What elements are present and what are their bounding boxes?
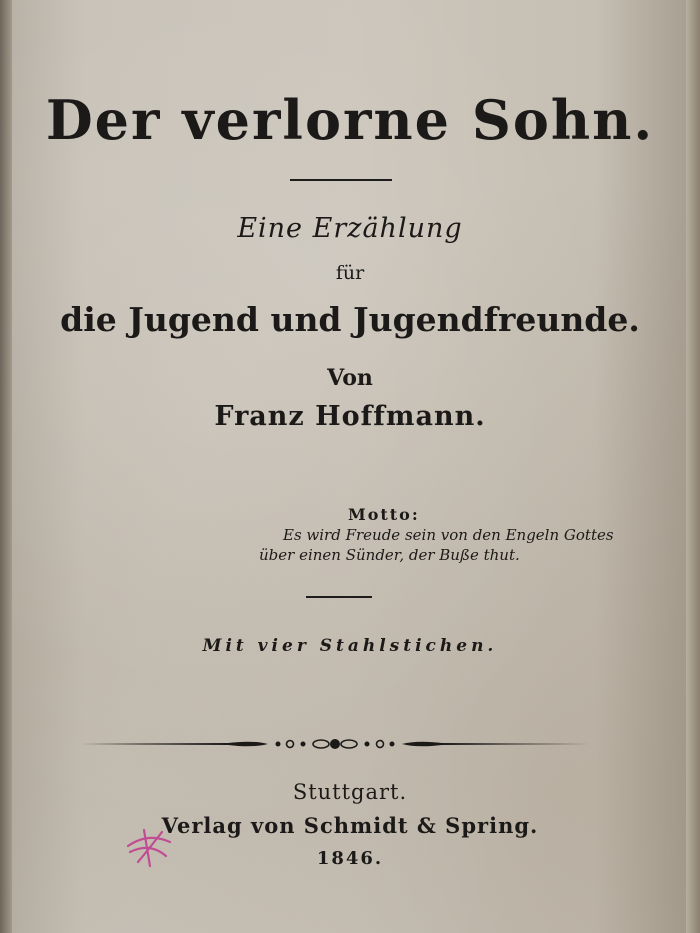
book-subtitle: Eine Erzählung bbox=[237, 213, 463, 244]
author-name: Franz Hoffmann. bbox=[214, 401, 486, 432]
divider-rule-middle bbox=[306, 596, 372, 598]
imprint-city: Stuttgart. bbox=[292, 780, 408, 804]
imprint-year: 1846. bbox=[316, 848, 384, 869]
by-label: Von bbox=[327, 365, 373, 391]
ornamental-divider-icon bbox=[78, 734, 592, 754]
motto-line-1: Es wird Freude sein von den Engeln Gottes bbox=[283, 526, 614, 544]
subtitle-preposition: für bbox=[335, 262, 365, 284]
book-audience: die Jugend und Jugendfreunde. bbox=[60, 300, 640, 339]
plates-note: Mit vier Stahlstichen. bbox=[202, 636, 498, 656]
imprint-publisher: Verlag von Schmidt & Spring. bbox=[161, 813, 539, 838]
library-stamp-icon bbox=[120, 822, 176, 870]
motto-label: Motto: bbox=[348, 505, 420, 524]
divider-rule-top bbox=[290, 179, 392, 181]
motto-line-2: über einen Sünder, der Buße thut. bbox=[259, 546, 520, 564]
book-title: Der verlorne Sohn. bbox=[45, 88, 655, 152]
